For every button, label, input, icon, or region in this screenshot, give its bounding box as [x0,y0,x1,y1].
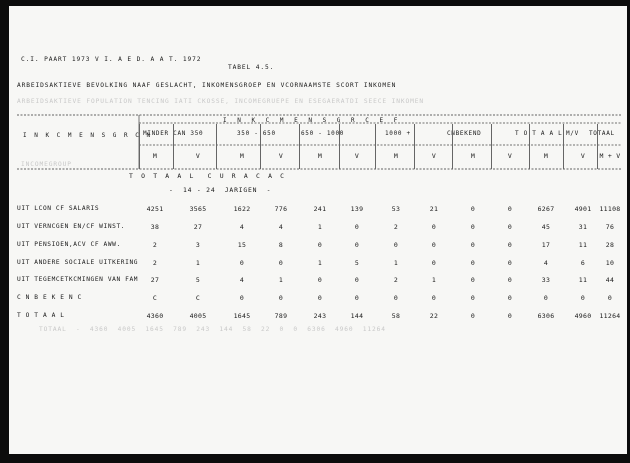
table-cell: 0 [543,294,549,302]
table-cell: 3565 [189,205,207,213]
row-label: UIT ANDERE SOCIALE UITKERING [17,259,139,266]
table-cell: 1 [393,259,399,267]
table-cell: 6267 [537,205,555,213]
table-cell: 0 [278,259,284,267]
table-cell: 1 [278,276,284,284]
table-cell: 1 [317,223,323,231]
table-cell: 28 [605,241,615,249]
section-title: T O T A A L C U R A C A C [129,172,287,180]
table-cell: 2 [152,259,158,267]
row-label: T O T A A L [17,312,65,319]
table-cell: 5 [354,259,360,267]
table-cell: 1 [431,276,437,284]
sub-header-cell: M [152,152,158,160]
column-divider [414,124,415,169]
table-cell: 2 [393,276,399,284]
table-cell: 0 [470,241,476,249]
table-cell: 27 [150,276,160,284]
report-header: C.I. PAART 1973 V I. A E D. A A T. 1972 [21,56,202,63]
table-number: TABEL 4.5. [228,64,275,71]
table-cell: 11 [578,241,588,249]
table-cell: 0 [239,294,245,302]
table-cell: 144 [350,312,364,320]
table-cell: 33 [541,276,551,284]
table-cell: C [195,294,201,302]
table-cell: 0 [507,312,513,320]
table-cell: 0 [507,241,513,249]
table-cell: 0 [317,241,323,249]
column-divider [139,124,140,169]
table-cell: 0 [354,276,360,284]
table-cell: 0 [470,223,476,231]
table-cell: 4360 [146,312,164,320]
column-divider [375,124,376,169]
col-group: 350 - 650 [237,130,276,137]
table-cell: 5 [195,276,201,284]
column-divider [597,124,598,169]
table-cell: 789 [274,312,288,320]
table-cell: 0 [431,259,437,267]
table-cell: 27 [193,223,203,231]
column-divider [173,124,174,169]
table-cell: 31 [578,223,588,231]
sub-header-cell: V [195,152,201,160]
table-cell: 0 [507,276,513,284]
sub-header-cell: M [317,152,323,160]
sub-header-cell: M [470,152,476,160]
table-cell: 0 [393,241,399,249]
sub-header-cell: M [393,152,399,160]
table-cell: 4251 [146,205,164,213]
table-cell: 58 [391,312,401,320]
table-cell: 0 [580,294,586,302]
table-title: ARBEIDSAKTIEVE BEVOLKING NAAF GESLACHT, INKOMENSGROEP EN VCORNAAMSTE SCORT INKOMEN [17,82,397,89]
table-cell: 11 [578,276,588,284]
table-cell: 4 [543,259,549,267]
table-cell: 0 [507,294,513,302]
column-divider [299,124,300,169]
table-cell: 0 [431,223,437,231]
table-cell: 4 [278,223,284,231]
col-group: MINDER CAN 350 [143,130,204,137]
bleed-through-text: ARBEIDSAKTIEVE FOPULATION TENCING IATI CKOSSE, INCOMEGRUEPE EN ESEGAERATDI SEECE INKOMEN [17,98,425,105]
group-header: I N K C M E N S G R C E F [223,117,401,124]
table-cell: 6306 [537,312,555,320]
column-divider [491,124,492,169]
col-group: 650 - 1000 [301,130,345,137]
table-cell: 22 [429,312,439,320]
table-cell: 139 [350,205,364,213]
sub-header-cell: M + V [599,152,621,160]
sub-header-cell: M [543,152,549,160]
sub-header-cell: V [354,152,360,160]
table-cell: 0 [431,241,437,249]
table-cell: 4 [239,223,245,231]
row-label: UIT VERNCGEN EN/CF WINST. [17,223,126,230]
table-cell: 0 [354,223,360,231]
stub-header: I N K C M E N S G R C N [23,132,153,139]
table-cell: 4960 [574,312,592,320]
col-group: M/V [566,130,579,137]
column-divider [339,124,340,169]
table-cell: 776 [274,205,288,213]
table-cell: 38 [150,223,160,231]
row-label: C N B E K E N C [17,294,82,301]
table-cell: 21 [429,205,439,213]
column-divider [216,124,217,169]
table-cell: 15 [237,241,247,249]
col-group: CNBEKEND [447,130,482,137]
table-cell: 0 [317,276,323,284]
table-cell: 0 [239,259,245,267]
table-cell: 0 [470,259,476,267]
column-divider [260,124,261,169]
table-cell: 241 [313,205,327,213]
col-group: 1000 + [385,130,411,137]
table-cell: 17 [541,241,551,249]
table-cell: 2 [152,241,158,249]
table-cell: 76 [605,223,615,231]
table-cell: 0 [278,294,284,302]
table-cell: 1 [195,259,201,267]
sub-header-cell: M [239,152,245,160]
table-cell: 0 [507,223,513,231]
table-cell: 4005 [189,312,207,320]
table-cell: 243 [313,312,327,320]
table-cell: 0 [507,205,513,213]
table-cell: 0 [431,294,437,302]
table-cell: 53 [391,205,401,213]
row-label: UIT LCON CF SALARIS [17,205,100,212]
row-label: UIT TEGEMCETKCMINGEN VAN FAM [17,276,139,283]
table-cell: 0 [607,294,613,302]
sub-header-cell: V [507,152,513,160]
table-cell: 1622 [233,205,251,213]
table-cell: 2 [393,223,399,231]
table-cell: 0 [354,241,360,249]
table-cell: 4901 [574,205,592,213]
column-divider [452,124,453,169]
bleed-through-text: INCOMEGROUP [21,161,72,168]
sub-header-cell: V [431,152,437,160]
table-cell: 0 [470,205,476,213]
table-cell: 8 [278,241,284,249]
sub-header-cell: V [580,152,586,160]
table-cell: 45 [541,223,551,231]
table-cell: 0 [507,259,513,267]
table-cell: 11108 [599,205,621,213]
table-cell: 6 [580,259,586,267]
bleed-through-text: TOTAAL - 4360 4005 1645 789 243 144 58 22 0 0 6306 4960 11264 [39,326,386,333]
col-group: T O T A A L [515,130,563,137]
table-cell: 0 [470,294,476,302]
column-divider [529,124,530,169]
table-cell: 0 [470,276,476,284]
table-cell: 11264 [599,312,621,320]
age-group: - 14 - 24 JARIGEN - [169,186,272,194]
table-cell: C [152,294,158,302]
column-divider [563,124,564,169]
col-group: TOTAAL [589,130,615,137]
table-cell: 0 [393,294,399,302]
table-cell: 44 [605,276,615,284]
table-cell: 4 [239,276,245,284]
table-cell: 1 [317,259,323,267]
table-cell: 10 [605,259,615,267]
table-cell: 0 [354,294,360,302]
sub-header-cell: V [278,152,284,160]
document-page [9,6,627,454]
row-label: UIT PENSIOEN,ACV CF AWW. [17,241,121,248]
table-cell: 0 [317,294,323,302]
table-cell: 0 [470,312,476,320]
table-cell: 1645 [233,312,251,320]
table-cell: 3 [195,241,201,249]
